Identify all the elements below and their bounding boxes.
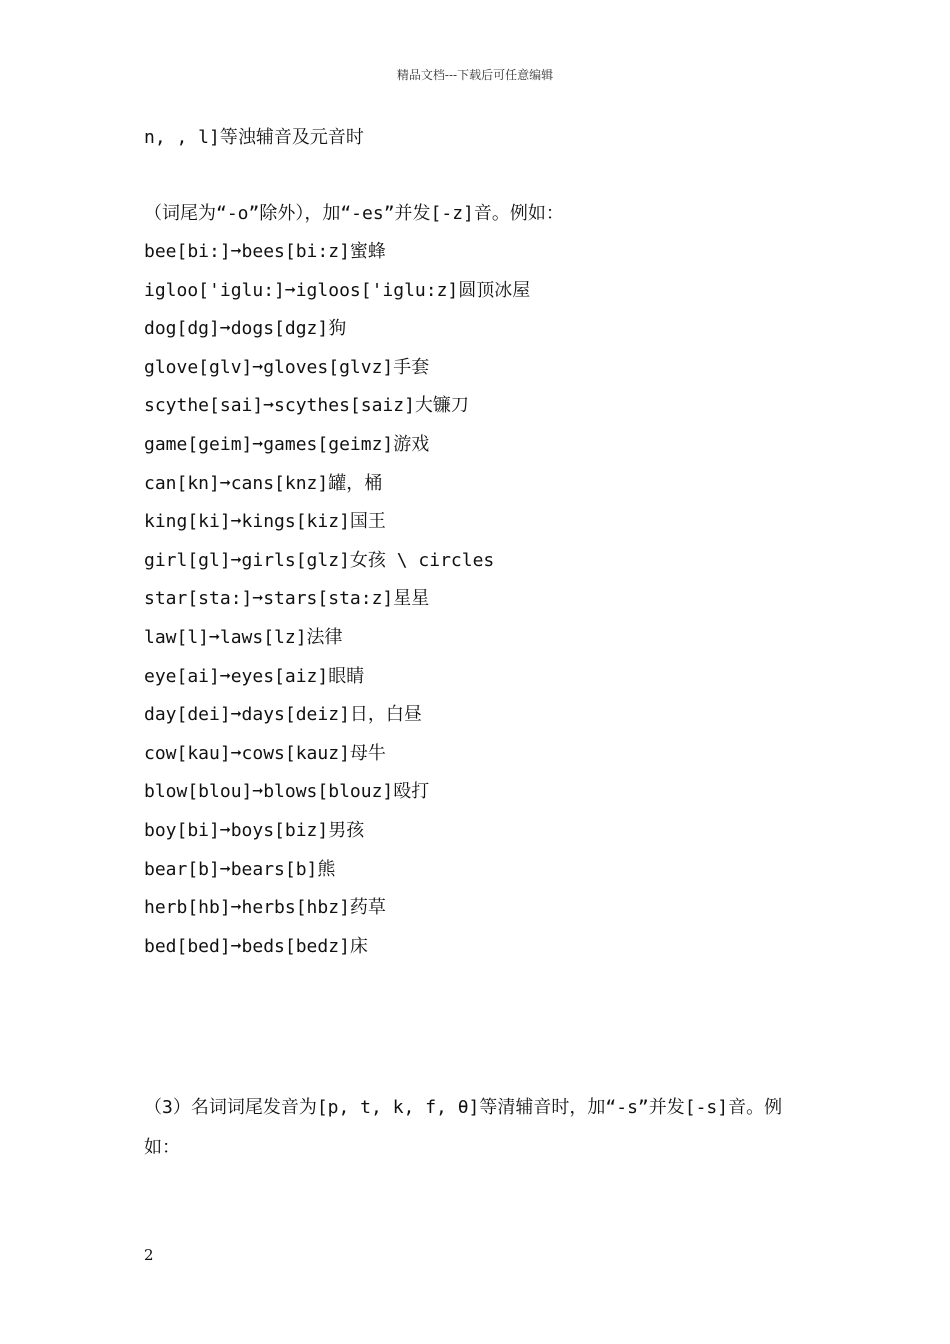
list-item: can[kn]➞cans[knz]罐，桶 bbox=[144, 472, 383, 494]
plural-word-list bbox=[144, 240, 530, 973]
list-item: bear[b]➞bears[b]熊 bbox=[144, 858, 336, 880]
page-header: 精品文档---下载后可任意编辑 bbox=[396, 68, 554, 82]
page-number: 2 bbox=[144, 1246, 154, 1264]
list-item: day[dei]➞days[deiz]日，白昼 bbox=[144, 704, 422, 726]
list-item: blow[blou]➞blows[blouz]殴打 bbox=[144, 781, 430, 803]
list-item: glove[glv]➞gloves[glvz]手套 bbox=[144, 356, 430, 378]
list-item: bed[bed]➞beds[bedz]床 bbox=[144, 935, 368, 957]
intro-line-2: （词尾为“-o”除外），加“-es”并发[-z]音。例如： bbox=[144, 203, 564, 224]
list-item: star[sta:]➞stars[sta:z]星星 bbox=[144, 588, 430, 610]
list-item: bee[bi:]➞bees[bi:z]蜜蜂 bbox=[144, 241, 386, 262]
section-3-paragraph: （3）名词词尾发音为[p, t, k, f, θ]等清辅音时，加“-s”并发[-s]音。例如： bbox=[144, 1097, 783, 1158]
list-item: igloo['iglu:]➞igloos['iglu:z]圆顶冰屋 bbox=[144, 279, 531, 301]
list-item: game[geim]➞games[geimz]游戏 bbox=[144, 433, 430, 455]
list-item: law[l]➞laws[lz]法律 bbox=[144, 626, 343, 648]
intro-line-1: n, , l]等浊辅音及元音时 bbox=[144, 127, 364, 148]
list-item: scythe[sai]➞scythes[saiz]大镰刀 bbox=[144, 395, 469, 417]
list-item: cow[kau]➞cows[kauz]母牛 bbox=[144, 742, 386, 764]
list-item: eye[ai]➞eyes[aiz]眼睛 bbox=[144, 665, 365, 687]
list-item: girl[gl]➞girls[glz]女孩 \ circles bbox=[144, 549, 495, 571]
list-item: dog[dg]➞dogs[dgz]狗 bbox=[144, 318, 347, 340]
list-item: boy[bi]➞boys[biz]男孩 bbox=[144, 819, 365, 841]
list-item: king[ki]➞kings[kiz]国王 bbox=[144, 511, 386, 533]
list-item: herb[hb]➞herbs[hbz]药草 bbox=[144, 897, 386, 919]
